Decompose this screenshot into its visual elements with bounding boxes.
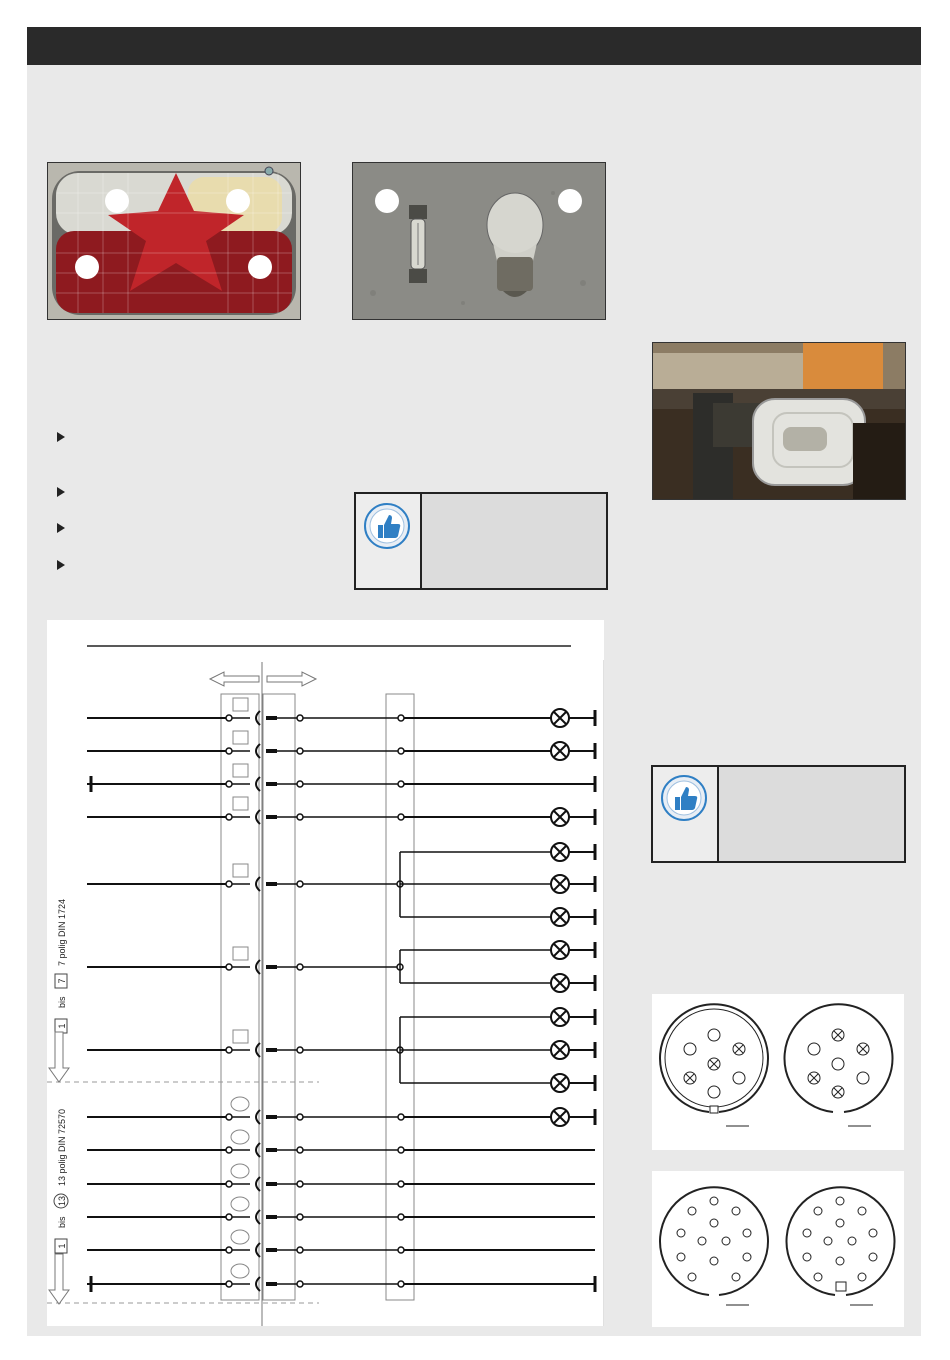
pin-number-circle <box>231 1197 249 1211</box>
arrow-right-icon <box>267 672 316 686</box>
thirteen-pin-bis: bis <box>57 1216 67 1228</box>
header-bar <box>27 27 921 65</box>
bulb-marker-2 <box>558 189 582 213</box>
pin-node <box>398 1181 404 1187</box>
pin-node <box>226 1247 232 1253</box>
pin-node <box>297 881 303 887</box>
pin-node <box>398 814 404 820</box>
pin-node <box>226 715 232 721</box>
thirteen-pin-from: 1 <box>57 1243 67 1249</box>
bullet-arrow-icon <box>57 523 65 533</box>
pin-node <box>226 748 232 754</box>
pin-number-circle <box>231 1230 249 1244</box>
lamp-marker-4 <box>248 255 272 279</box>
photo-side-marker <box>652 342 906 500</box>
tip-icon-column <box>356 494 422 588</box>
arrow-down-icon <box>49 1254 69 1304</box>
pin-node <box>297 781 303 787</box>
pin-node <box>398 715 404 721</box>
bullet-arrow-icon <box>57 432 65 442</box>
pin-node <box>226 1147 232 1153</box>
seven-pin-bis: bis <box>57 996 67 1008</box>
lamp-marker-2 <box>226 189 250 213</box>
seven-pin-label <box>55 899 67 1033</box>
connector-card-7pin <box>652 994 904 1150</box>
thirteen-pin-label <box>54 1109 68 1253</box>
pin-node <box>297 1047 303 1053</box>
bullet-arrow-icon <box>57 560 65 570</box>
thumbs-up-icon <box>356 494 420 588</box>
pin-number-box <box>233 698 248 711</box>
tip-box-2 <box>651 765 906 863</box>
pin-node <box>226 1047 232 1053</box>
bulb-marker-1 <box>375 189 399 213</box>
pin-node <box>297 814 303 820</box>
thumbs-up-icon <box>653 767 717 861</box>
lamp-marker-1 <box>105 189 129 213</box>
pin-number-circle <box>231 1097 249 1111</box>
pin-node <box>398 1214 404 1220</box>
pin-node <box>297 1214 303 1220</box>
bullet-arrow-icon <box>57 487 65 497</box>
arrow-down-icon <box>49 1032 69 1082</box>
pin-node <box>398 1281 404 1287</box>
tip-icon-column <box>653 767 719 861</box>
socket-13pin-face-1 <box>660 1187 768 1305</box>
pin-node <box>226 1181 232 1187</box>
pin-node <box>398 1147 404 1153</box>
pin-number-box <box>233 1030 248 1043</box>
pin-node <box>226 781 232 787</box>
pin-number-circle <box>231 1164 249 1178</box>
pin-node <box>297 1281 303 1287</box>
wiring-diagram <box>47 620 604 1326</box>
pin-number-circle <box>231 1264 249 1278</box>
pin-node <box>226 814 232 820</box>
pin-number-box <box>233 764 248 777</box>
seven-pin-to: 7 <box>57 978 67 984</box>
pin-node <box>226 1281 232 1287</box>
pin-node <box>398 1247 404 1253</box>
pin-node <box>297 748 303 754</box>
pin-node <box>297 1247 303 1253</box>
pin-node <box>398 781 404 787</box>
pin-number-circle <box>231 1130 249 1144</box>
thirteen-pin-to: 13 <box>57 1195 67 1207</box>
pin-node <box>226 1214 232 1220</box>
pin-number-box <box>233 864 248 877</box>
thirteen-pin-standard: 13 polig DIN 72570 <box>57 1108 67 1186</box>
photo-tail-lamp <box>47 162 301 320</box>
socket-13pin-face-2 <box>787 1187 895 1305</box>
pin-node <box>226 881 232 887</box>
arrow-left-icon <box>210 672 259 686</box>
pin-node <box>398 748 404 754</box>
pin-number-box <box>233 731 248 744</box>
pin-node <box>297 1114 303 1120</box>
pin-number-box <box>233 797 248 810</box>
pin-node <box>297 964 303 970</box>
pin-node <box>297 715 303 721</box>
pin-node <box>297 1147 303 1153</box>
photo-bulbs <box>352 162 606 320</box>
seven-pin-from: 1 <box>57 1023 67 1029</box>
seven-pin-standard: 7 polig DIN 1724 <box>57 898 67 966</box>
lamp-marker-3 <box>75 255 99 279</box>
socket-7pin-face-1 <box>660 1004 768 1126</box>
socket-7pin-face-2 <box>785 1004 893 1126</box>
pin-node <box>297 1181 303 1187</box>
pin-node <box>226 1114 232 1120</box>
connector-card-13pin <box>652 1171 904 1327</box>
pin-node <box>226 964 232 970</box>
pin-number-box <box>233 947 248 960</box>
tip-box-1 <box>354 492 608 590</box>
pin-node <box>398 1114 404 1120</box>
